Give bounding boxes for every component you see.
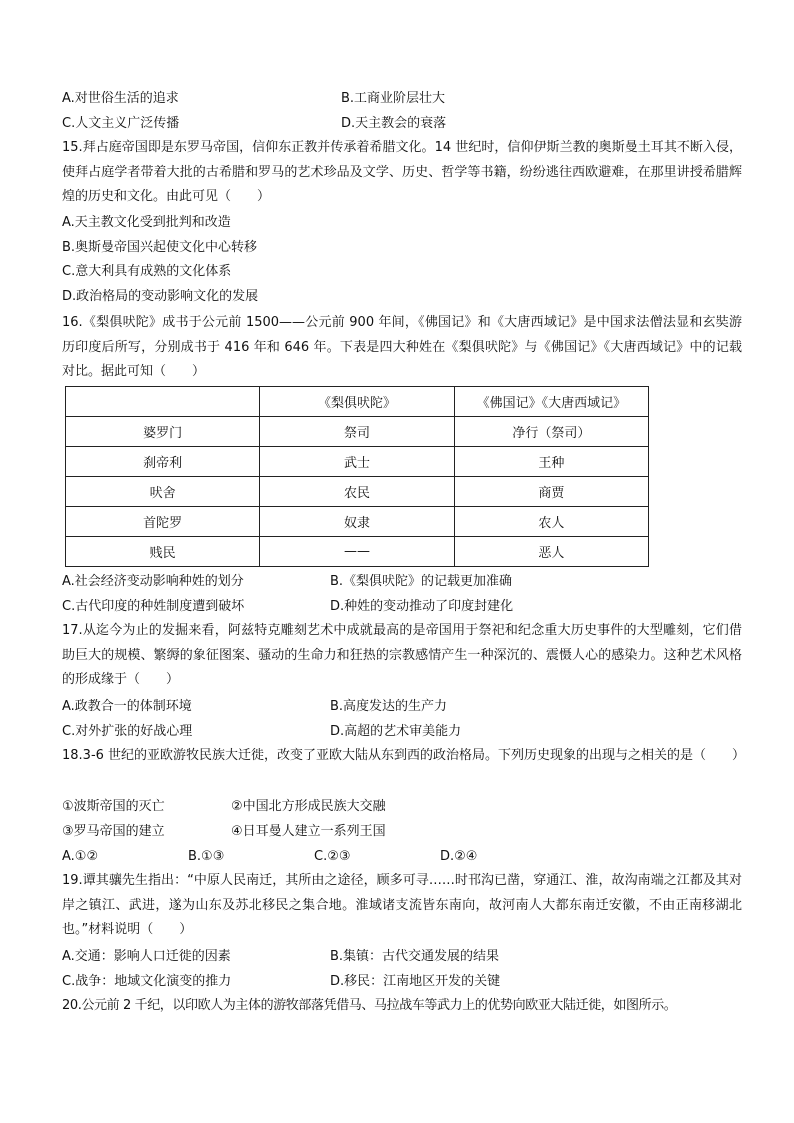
q19-option-b: B.集镇：古代交通发展的结果 — [330, 949, 500, 964]
q18-option-d: D.②④ — [440, 849, 478, 864]
table-cell: 商贾 — [454, 477, 648, 507]
q16-option-d: D.种姓的变动推动了印度封建化 — [330, 599, 514, 614]
q17-stem: 17.从迄今为止的发掘来看，阿兹特克雕刻艺术中成就最高的是帝国用于祭祀和纪念重大历史事件的大型雕刻，它们借助巨大的规模、繁缛的象征图案、骚动的生命力和狂热的宗教感情产生一种深沉的、震慑人心的感染力。这种艺术风格的形成缘于（ ） — [62, 623, 742, 687]
table-cell: 武士 — [260, 447, 454, 477]
q14-option-d: D.天主教会的衰落 — [341, 116, 447, 131]
table-cell: 净行（祭司） — [454, 417, 648, 447]
table-cell: 农民 — [260, 477, 454, 507]
table-cell: 农人 — [454, 507, 648, 537]
table-cell: —— — [260, 537, 454, 567]
q18-option-a: A.①② — [62, 849, 99, 864]
q14-option-b: B.工商业阶层壮大 — [341, 91, 446, 106]
q16-option-a: A.社会经济变动影响种姓的划分 — [62, 574, 244, 589]
table-cell: 奴隶 — [260, 507, 454, 537]
q19-option-d: D.移民：江南地区开发的关键 — [330, 974, 501, 989]
q15-option-d: D.政治格局的变动影响文化的发展 — [62, 289, 259, 304]
q19-option-c: C.战争：地域文化演变的推力 — [62, 974, 232, 989]
q17-option-c: C.对外扩张的好战心理 — [62, 724, 193, 739]
q14-option-c: C.人文主义广泛传播 — [62, 116, 180, 131]
table-cell: 祭司 — [260, 417, 454, 447]
q19-option-a: A.交通：影响人口迁徙的因素 — [62, 949, 231, 964]
caste-comparison-table — [65, 386, 649, 567]
q15-option-a: A.天主教文化受到批判和改造 — [62, 215, 231, 230]
q20-stem: 20.公元前 2 千纪，以印欧人为主体的游牧部落凭借马、马拉战车等武力上的优势向欧亚大陆迁徙，如图所示。 — [62, 998, 677, 1013]
table-header-cell: 《梨俱吠陀》 — [260, 387, 454, 417]
q18-item-1: ①波斯帝国的灭亡 — [62, 799, 165, 814]
table-row — [66, 507, 649, 537]
q16-stem: 16.《梨俱吠陀》成书于公元前 1500——公元前 900 年间，《佛国记》和《大唐西域记》是中国求法僧法显和玄奘游历印度后所写，分别成书于 416 年和 646 年。下表是四大种姓在《梨俱吠陀》与《佛国记》《大唐西域记》中的记载对比。据此可知（ ） — [62, 315, 742, 379]
q19-stem: 19.谭其骧先生指出：“中原人民南迁，其所由之途径，顾多可寻……时邗沟已凿，穿通江、淮，故沟南端之江都及其对岸之镇江、武进，遂为山东及苏北移民之集合地。淮域诸支流皆东南向，故河南人大都东南迁安徽，不由正南移湖北也。”材料说明（ ） — [62, 873, 742, 937]
table-cell: 吠舍 — [66, 477, 260, 507]
table-row — [66, 537, 649, 567]
q17-option-a: A.政教合一的体制环境 — [62, 699, 192, 714]
table-cell: 首陀罗 — [66, 507, 260, 537]
q16-option-c: C.古代印度的种姓制度遭到破坏 — [62, 599, 245, 614]
table-header-cell: 《佛国记》《大唐西域记》 — [454, 387, 648, 417]
q16-option-b: B.《梨俱吠陀》的记载更加准确 — [330, 574, 513, 589]
q15-stem: 15.拜占庭帝国即是东罗马帝国，信仰东正教并传承着希腊文化。14 世纪时，信仰伊斯兰教的奥斯曼土耳其不断入侵，使拜占庭学者带着大批的古希腊和罗马的艺术珍品及文学、历史、哲学等书籍，纷纷逃往西欧避难，在那里讲授希腊辉煌的历史和文化。由此可见（ ） — [62, 140, 742, 204]
q18-item-3: ③罗马帝国的建立 — [62, 824, 165, 839]
table-row — [66, 447, 649, 477]
q14-option-a: A.对世俗生活的追求 — [62, 91, 179, 106]
table-cell: 刹帝利 — [66, 447, 260, 477]
table-row — [66, 477, 649, 507]
table-row — [66, 417, 649, 447]
q15-option-b: B.奥斯曼帝国兴起使文化中心转移 — [62, 240, 258, 255]
q15-option-c: C.意大利具有成熟的文化体系 — [62, 264, 232, 279]
table-cell: 婆罗门 — [66, 417, 260, 447]
table-header-row — [66, 387, 649, 417]
q18-item-2: ②中国北方形成民族大交融 — [231, 799, 386, 814]
table-cell: 恶人 — [454, 537, 648, 567]
q18-stem: 18.3-6 世纪的亚欧游牧民族大迁徙，改变了亚欧大陆从东到西的政治格局。下列历史现象的出现与之相关的是（ ） — [62, 748, 746, 763]
table-cell: 贱民 — [66, 537, 260, 567]
q18-item-4: ④日耳曼人建立一系列王国 — [231, 824, 386, 839]
q18-option-c: C.②③ — [314, 849, 351, 864]
q18-option-b: B.①③ — [188, 849, 225, 864]
table-cell: 王种 — [454, 447, 648, 477]
q17-option-b: B.高度发达的生产力 — [330, 699, 448, 714]
table-header-cell — [66, 387, 260, 417]
q17-option-d: D.高超的艺术审美能力 — [330, 724, 462, 739]
